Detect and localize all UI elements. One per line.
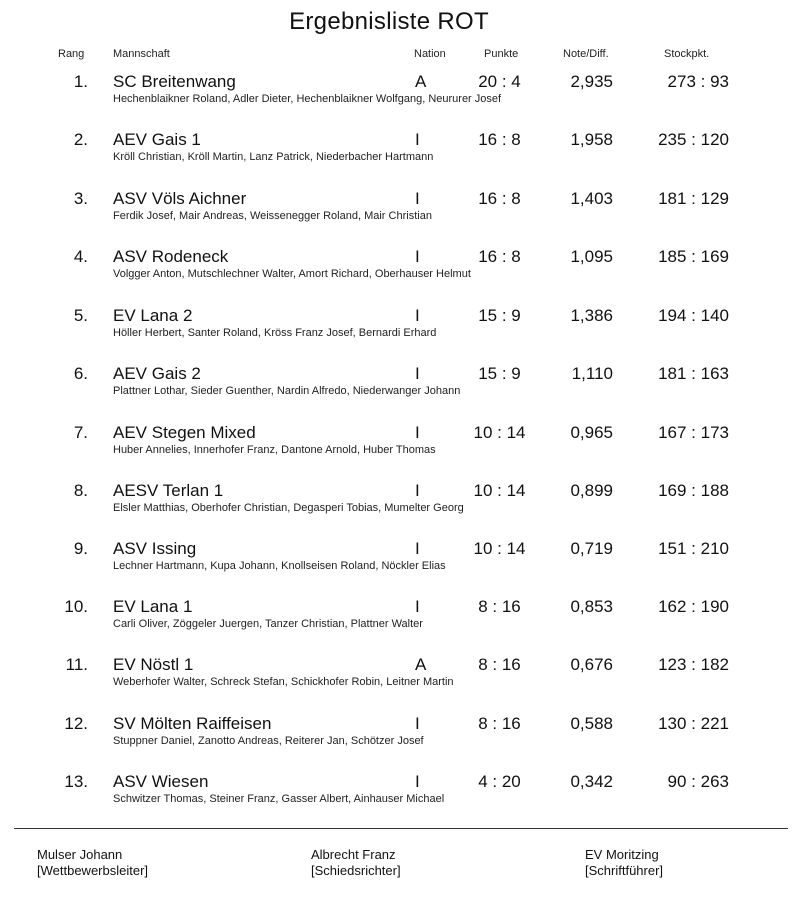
table-row — [0, 539, 800, 589]
row-note: 1,095 — [570, 247, 613, 266]
row-stockpoints: 167 : 173 — [658, 423, 729, 442]
row-nation: I — [415, 772, 420, 791]
row-rank: 3. — [73, 189, 88, 208]
row-players: Ferdik Josef, Mair Andreas, Weissenegger Roland, Mair Christian — [113, 210, 432, 222]
row-team: AESV Terlan 1 — [113, 481, 224, 500]
row-points: 8 : 16 — [478, 714, 521, 733]
row-rank: 11. — [65, 655, 88, 674]
row-nation: I — [415, 130, 420, 149]
column-header-note: Note/Diff. — [563, 48, 609, 60]
row-rank: 5. — [73, 306, 88, 325]
row-team: ASV Völs Aichner — [113, 189, 247, 208]
row-points: 20 : 4 — [478, 72, 521, 91]
table-row — [0, 481, 800, 531]
table-row — [0, 597, 800, 647]
row-players: Carli Oliver, Zöggeler Juergen, Tanzer Christian, Plattner Walter — [113, 618, 423, 630]
signature-role: [Schiedsrichter] — [311, 863, 401, 878]
row-note: 0,719 — [570, 539, 613, 558]
row-stockpoints: 181 : 129 — [658, 189, 729, 208]
row-nation: I — [415, 423, 420, 442]
row-points: 10 : 14 — [473, 423, 526, 442]
row-note: 0,342 — [570, 772, 613, 791]
table-row — [0, 130, 800, 180]
row-nation: I — [415, 364, 420, 383]
column-header-punkte: Punkte — [484, 48, 519, 60]
table-row — [0, 189, 800, 239]
row-stockpoints: 162 : 190 — [658, 597, 729, 616]
row-stockpoints: 185 : 169 — [658, 247, 729, 266]
row-points: 8 : 16 — [478, 597, 521, 616]
row-stockpoints: 90 : 263 — [667, 772, 729, 791]
row-note: 2,935 — [570, 72, 613, 91]
table-row — [0, 364, 800, 414]
row-nation: A — [415, 72, 427, 91]
divider-line — [14, 828, 788, 829]
table-row — [0, 714, 800, 764]
row-stockpoints: 273 : 93 — [667, 72, 729, 91]
row-team: SC Breitenwang — [113, 72, 236, 91]
row-rank: 10. — [64, 597, 88, 616]
row-nation: A — [415, 655, 427, 674]
row-rank: 4. — [73, 247, 88, 266]
row-note: 0,853 — [570, 597, 613, 616]
row-team: ASV Rodeneck — [113, 247, 229, 266]
row-rank: 7. — [73, 423, 88, 442]
row-nation: I — [415, 189, 420, 208]
row-note: 1,958 — [570, 130, 613, 149]
row-team: EV Lana 2 — [113, 306, 193, 325]
table-row — [0, 423, 800, 473]
table-row — [0, 306, 800, 356]
row-nation: I — [415, 481, 420, 500]
row-rank: 12. — [64, 714, 88, 733]
row-stockpoints: 194 : 140 — [658, 306, 729, 325]
signature-secretary — [585, 847, 663, 879]
row-team: AEV Stegen Mixed — [113, 423, 256, 442]
row-rank: 2. — [73, 130, 88, 149]
row-players: Kröll Christian, Kröll Martin, Lanz Patrick, Niederbacher Hartmann — [113, 151, 434, 163]
row-note: 0,588 — [570, 714, 613, 733]
row-points: 16 : 8 — [478, 189, 521, 208]
page-title: Ergebnisliste ROT — [289, 8, 489, 35]
row-team: EV Lana 1 — [113, 597, 193, 616]
row-note: 1,403 — [570, 189, 613, 208]
row-players: Volgger Anton, Mutschlechner Walter, Amort Richard, Oberhauser Helmut — [113, 268, 471, 280]
row-note: 0,965 — [570, 423, 613, 442]
row-note: 0,676 — [570, 655, 613, 674]
row-points: 15 : 9 — [478, 306, 521, 325]
signature-name: Mulser Johann — [37, 847, 123, 862]
row-stockpoints: 235 : 120 — [658, 130, 729, 149]
row-players: Schwitzer Thomas, Steiner Franz, Gasser Albert, Ainhauser Michael — [113, 793, 445, 805]
column-header-rang: Rang — [58, 48, 85, 60]
column-header-stockpunkte: Stockpkt. — [664, 48, 710, 60]
row-stockpoints: 123 : 182 — [658, 655, 729, 674]
row-stockpoints: 181 : 163 — [658, 364, 729, 383]
row-points: 4 : 20 — [478, 772, 521, 791]
row-points: 16 : 8 — [478, 130, 521, 149]
row-players: Weberhofer Walter, Schreck Stefan, Schickhofer Robin, Leitner Martin — [113, 676, 454, 688]
table-row — [0, 247, 800, 297]
row-points: 10 : 14 — [473, 481, 526, 500]
row-nation: I — [415, 247, 420, 266]
column-header-nation: Nation — [414, 48, 446, 60]
row-points: 15 : 9 — [478, 364, 521, 383]
table-row — [0, 772, 800, 822]
signature-referee — [311, 847, 401, 879]
row-players: Elsler Matthias, Oberhofer Christian, Degasperi Tobias, Mumelter Georg — [113, 502, 464, 514]
row-stockpoints: 130 : 221 — [658, 714, 729, 733]
column-header-mannschaft: Mannschaft — [113, 48, 170, 60]
row-team: SV Mölten Raiffeisen — [113, 714, 272, 733]
table-row — [0, 72, 800, 122]
row-nation: I — [415, 714, 420, 733]
row-nation: I — [415, 306, 420, 325]
row-team: EV Nöstl 1 — [113, 655, 194, 674]
row-team: AEV Gais 1 — [113, 130, 201, 149]
signature-role: [Wettbewerbsleiter] — [37, 863, 149, 878]
row-team: ASV Issing — [113, 539, 197, 558]
row-rank: 9. — [73, 539, 88, 558]
row-note: 1,110 — [571, 364, 613, 383]
row-players: Stuppner Daniel, Zanotto Andreas, Reiterer Jan, Schötzer Josef — [113, 735, 424, 747]
signature-competition-director — [37, 847, 148, 879]
row-nation: I — [415, 539, 420, 558]
signature-name: EV Moritzing — [585, 847, 659, 862]
row-players: Hechenblaikner Roland, Adler Dieter, Hechenblaikner Wolfgang, Neururer Josef — [113, 93, 502, 105]
row-players: Plattner Lothar, Sieder Guenther, Nardin Alfredo, Niederwanger Johann — [113, 385, 461, 397]
row-points: 10 : 14 — [473, 539, 526, 558]
row-stockpoints: 169 : 188 — [658, 481, 729, 500]
row-points: 8 : 16 — [478, 655, 521, 674]
row-rank: 8. — [73, 481, 88, 500]
row-players: Huber Annelies, Innerhofer Franz, Dantone Arnold, Huber Thomas — [113, 444, 436, 456]
signature-name: Albrecht Franz — [311, 847, 396, 862]
signature-role: [Schriftführer] — [585, 863, 664, 878]
row-note: 0,899 — [570, 481, 613, 500]
row-rank: 6. — [73, 364, 88, 383]
row-note: 1,386 — [570, 306, 613, 325]
row-rank: 13. — [64, 772, 88, 791]
row-players: Höller Herbert, Santer Roland, Kröss Franz Josef, Bernardi Erhard — [113, 327, 437, 339]
row-stockpoints: 151 : 210 — [658, 539, 729, 558]
row-nation: I — [415, 597, 420, 616]
row-team: AEV Gais 2 — [113, 364, 201, 383]
row-team: ASV Wiesen — [113, 772, 209, 791]
row-points: 16 : 8 — [478, 247, 521, 266]
row-players: Lechner Hartmann, Kupa Johann, Knollseisen Roland, Nöckler Elias — [113, 560, 446, 572]
table-row — [0, 655, 800, 705]
row-rank: 1. — [73, 72, 88, 91]
